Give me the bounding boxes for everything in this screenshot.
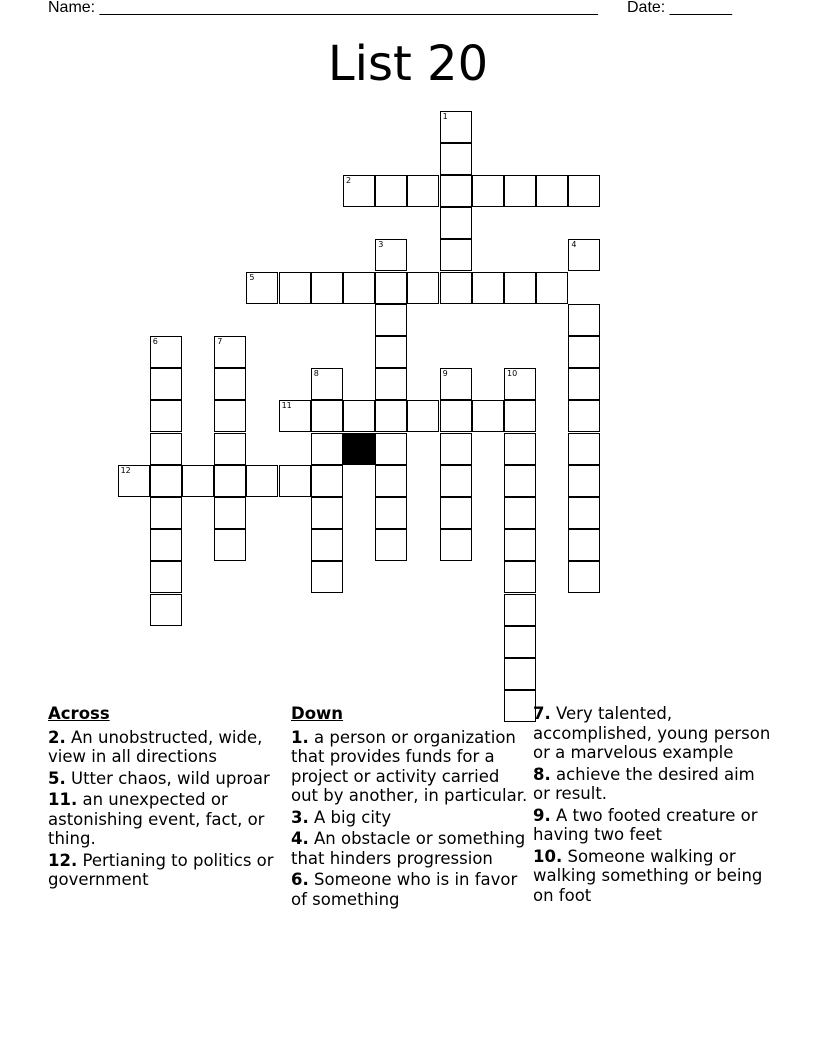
grid-cell[interactable] xyxy=(311,400,343,432)
clue-number-label: 7 xyxy=(217,337,223,346)
clue-number-label: 12 xyxy=(120,465,131,475)
grid-cell[interactable] xyxy=(150,400,182,432)
clue-down-1 xyxy=(291,728,531,806)
grid-cell[interactable] xyxy=(214,497,246,529)
clue-text: A two footed creature or having two feet xyxy=(533,805,758,844)
grid-cell[interactable] xyxy=(472,400,504,432)
grid-cell[interactable] xyxy=(214,433,246,465)
grid-cell[interactable] xyxy=(504,400,536,432)
grid-cell[interactable] xyxy=(311,272,343,304)
clue-across-11 xyxy=(48,790,288,849)
clue-down-6 xyxy=(291,870,531,909)
grid-cell[interactable] xyxy=(375,433,407,465)
grid-cell[interactable] xyxy=(568,529,600,561)
clue-number-label: 4 xyxy=(571,240,577,250)
grid-cell[interactable] xyxy=(504,368,536,400)
grid-cell[interactable] xyxy=(214,465,246,497)
grid-cell[interactable] xyxy=(440,272,472,304)
clue-down-10 xyxy=(533,847,773,906)
grid-cell[interactable] xyxy=(118,465,150,497)
grid-cell[interactable] xyxy=(504,594,536,626)
clue-number-label: 3 xyxy=(378,240,384,250)
clue-text: a person or organization that provides funds for a project or activity carried out by another, in particular. xyxy=(291,727,528,805)
clue-number-label: 8 xyxy=(313,369,319,379)
down-clues xyxy=(291,704,531,911)
grid-cell[interactable] xyxy=(375,465,407,497)
grid-cell[interactable] xyxy=(150,497,182,529)
grid-cell[interactable] xyxy=(246,272,278,304)
grid-cell[interactable] xyxy=(472,272,504,304)
grid-cell[interactable] xyxy=(440,497,472,529)
clue-text: An unobstructed, wide, view in all directions xyxy=(48,727,263,766)
page-title: List 20 xyxy=(327,36,489,92)
grid-cell[interactable] xyxy=(311,529,343,561)
grid-cell[interactable] xyxy=(568,304,600,336)
down-clues-continued xyxy=(533,704,773,907)
grid-cell[interactable] xyxy=(504,561,536,593)
grid-cell[interactable] xyxy=(568,175,600,207)
clue-down-7 xyxy=(533,704,773,763)
clue-text: Someone walking or walking something or being on foot xyxy=(533,846,763,905)
grid-cell[interactable] xyxy=(568,239,600,271)
clue-text: Someone who is in favor of something xyxy=(291,870,518,909)
grid-cell[interactable] xyxy=(440,207,472,239)
clue-number: 6. xyxy=(291,870,309,889)
grid-cell[interactable] xyxy=(440,175,472,207)
clue-number: 12. xyxy=(48,850,78,870)
grid-cell[interactable] xyxy=(182,465,214,497)
grid-cell[interactable] xyxy=(246,465,278,497)
grid-cell[interactable] xyxy=(150,465,182,497)
clue-number: 5. xyxy=(48,768,66,788)
clue-across-2 xyxy=(48,728,288,767)
clue-text: An obstacle or something that hinders progression xyxy=(291,829,526,868)
grid-cell[interactable] xyxy=(504,529,536,561)
grid-cell[interactable] xyxy=(279,272,311,304)
grid-cell[interactable] xyxy=(568,433,600,465)
grid-cell[interactable] xyxy=(568,497,600,529)
grid-cell[interactable] xyxy=(407,272,439,304)
clue-number: 11. xyxy=(48,790,78,809)
clue-number-label: 10 xyxy=(507,369,518,379)
grid-cell[interactable] xyxy=(568,465,600,497)
down-heading: Down xyxy=(291,704,344,723)
grid-cell[interactable] xyxy=(504,626,536,658)
grid-cell[interactable] xyxy=(150,529,182,561)
clue-across-12 xyxy=(48,851,288,890)
grid-cell[interactable] xyxy=(375,175,407,207)
grid-cell[interactable] xyxy=(375,239,407,271)
grid-cell[interactable] xyxy=(279,400,311,432)
grid-cell[interactable] xyxy=(375,368,407,400)
grid-cell[interactable] xyxy=(504,497,536,529)
clue-down-3 xyxy=(291,808,531,828)
clue-text: an unexpected or astonishing event, fact, or thing. xyxy=(48,790,265,848)
grid-cell[interactable] xyxy=(343,175,375,207)
grid-cell[interactable] xyxy=(375,497,407,529)
grid-cell[interactable] xyxy=(568,400,600,432)
grid-cell[interactable] xyxy=(375,400,407,432)
grid-cell[interactable] xyxy=(150,433,182,465)
clue-down-4 xyxy=(291,829,531,868)
grid-cell[interactable] xyxy=(311,465,343,497)
grid-cell[interactable] xyxy=(440,111,472,143)
grid-cell[interactable] xyxy=(440,400,472,432)
clue-number-label: 5 xyxy=(249,272,255,282)
date-field-label: Date: _______ xyxy=(627,0,732,16)
grid-cell[interactable] xyxy=(568,336,600,368)
clue-number: 4. xyxy=(291,829,309,848)
grid-cell[interactable] xyxy=(440,143,472,175)
clue-number-label: 9 xyxy=(442,369,448,379)
grid-cell[interactable] xyxy=(504,658,536,690)
clue-text: achieve the desired aim or result. xyxy=(533,764,755,803)
grid-cell[interactable] xyxy=(375,272,407,304)
grid-cell[interactable] xyxy=(568,561,600,593)
grid-cell[interactable] xyxy=(311,368,343,400)
clue-text: A big city xyxy=(314,807,392,827)
clue-number: 7. xyxy=(533,704,551,723)
grid-cell[interactable] xyxy=(440,239,472,271)
grid-cell[interactable] xyxy=(440,368,472,400)
clue-number: 9. xyxy=(533,805,551,825)
grid-cell[interactable] xyxy=(214,400,246,432)
name-field-label: Name: ________________________________________________________ xyxy=(48,0,598,16)
grid-cell[interactable] xyxy=(440,433,472,465)
grid-cell[interactable] xyxy=(150,336,182,368)
grid-cell-black xyxy=(343,433,375,465)
grid-cell[interactable] xyxy=(214,529,246,561)
grid-cell[interactable] xyxy=(150,561,182,593)
grid-cell[interactable] xyxy=(279,465,311,497)
grid-cell[interactable] xyxy=(536,272,568,304)
grid-cell[interactable] xyxy=(504,272,536,304)
grid-cell[interactable] xyxy=(343,272,375,304)
clue-number: 3. xyxy=(291,807,309,827)
grid-cell[interactable] xyxy=(440,529,472,561)
grid-cell[interactable] xyxy=(150,594,182,626)
grid-cell[interactable] xyxy=(440,465,472,497)
grid-cell[interactable] xyxy=(407,400,439,432)
grid-cell[interactable] xyxy=(407,175,439,207)
clue-down-9 xyxy=(533,806,773,845)
grid-cell[interactable] xyxy=(214,368,246,400)
grid-cell[interactable] xyxy=(343,400,375,432)
clue-number: 10. xyxy=(533,846,563,866)
grid-cell[interactable] xyxy=(472,175,504,207)
clue-across-5 xyxy=(48,769,288,789)
clue-number: 1. xyxy=(291,727,309,747)
grid-cell[interactable] xyxy=(375,336,407,368)
across-heading: Across xyxy=(48,704,110,723)
grid-cell[interactable] xyxy=(375,304,407,336)
grid-cell[interactable] xyxy=(311,497,343,529)
clue-number-label: 6 xyxy=(152,337,158,346)
clue-number: 2. xyxy=(48,727,66,747)
grid-cell[interactable] xyxy=(504,433,536,465)
clue-text: Very talented, accomplished, young person or a marvelous example xyxy=(533,704,771,762)
clue-text: Pertianing to politics or government xyxy=(48,850,274,889)
grid-cell[interactable] xyxy=(536,175,568,207)
clue-number-label: 2 xyxy=(346,176,352,185)
clue-number-label: 11 xyxy=(281,401,292,411)
grid-cell[interactable] xyxy=(504,465,536,497)
grid-cell[interactable] xyxy=(214,336,246,368)
across-clues xyxy=(48,704,288,892)
grid-cell[interactable] xyxy=(311,433,343,465)
grid-cell[interactable] xyxy=(150,368,182,400)
clue-down-8 xyxy=(533,765,773,804)
grid-cell[interactable] xyxy=(504,175,536,207)
clue-text: Utter chaos, wild uproar xyxy=(71,768,270,788)
grid-cell[interactable] xyxy=(375,529,407,561)
clue-number: 8. xyxy=(533,764,551,784)
grid-cell[interactable] xyxy=(311,561,343,593)
grid-cell[interactable] xyxy=(568,368,600,400)
clue-number-label: 1 xyxy=(442,111,448,121)
